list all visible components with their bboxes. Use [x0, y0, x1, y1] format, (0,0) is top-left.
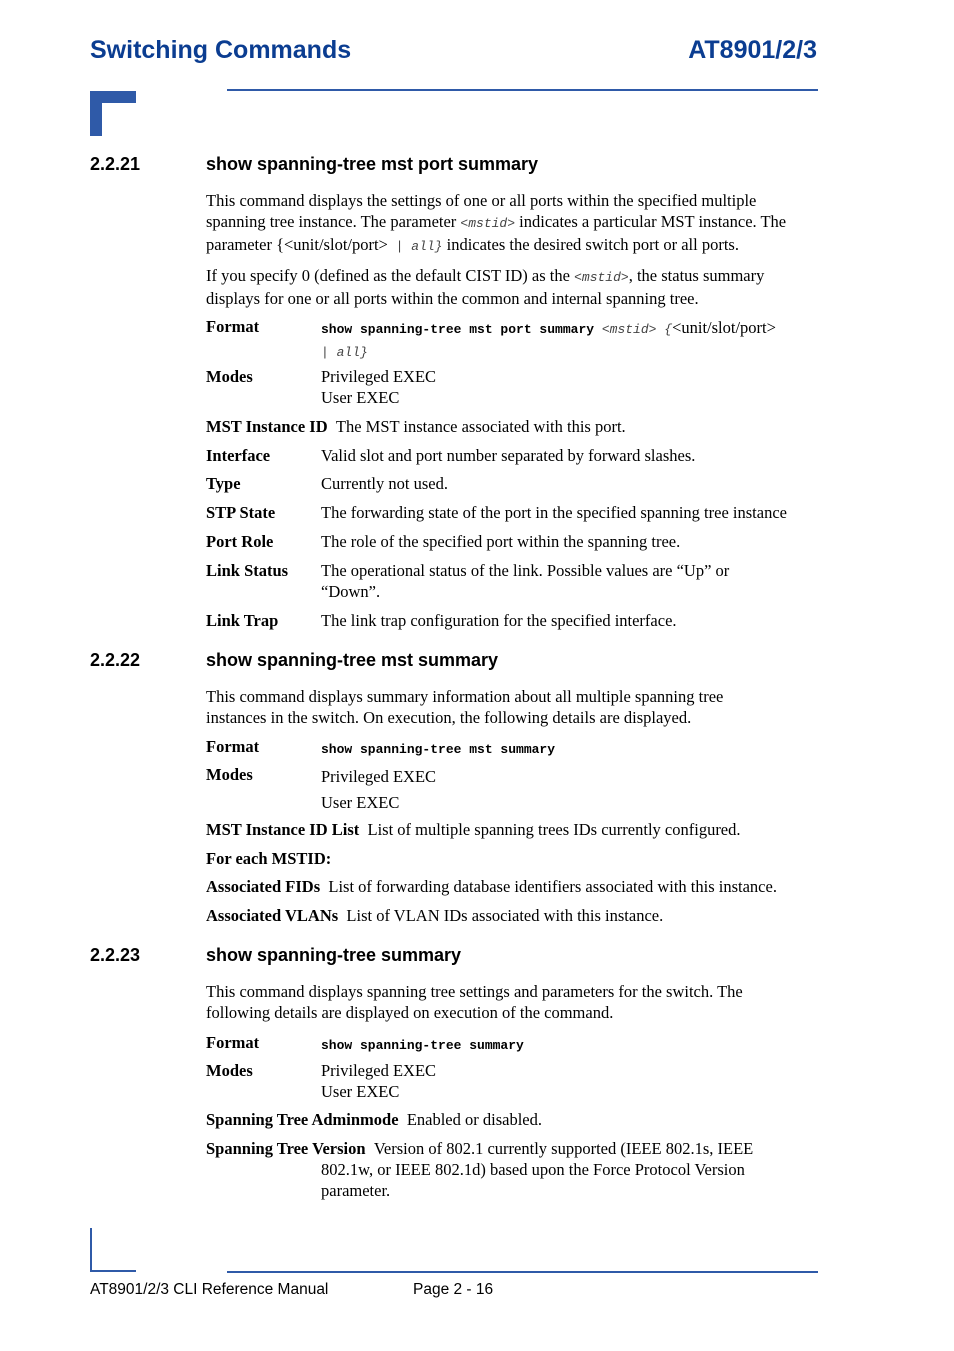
- field-label-stp-state: STP State: [206, 503, 276, 522]
- field-spanning-tree-version-continued: 802.1w, or IEEE 802.1d) based upon the Force Protocol Version parameter.: [321, 1160, 745, 1200]
- field-mst-instance-id-list: MST Instance ID List List of multiple spanning trees IDs currently configured.: [206, 820, 741, 839]
- header-chapter-title: Switching Commands: [90, 36, 352, 64]
- format-command: show spanning-tree summary: [321, 1038, 524, 1053]
- section-note-paragraph: If you specify 0 (defined as the default CIST ID) as the <mstid>, the status summary displays for one or all ports within the common and internal spanning tree.: [206, 266, 765, 308]
- modes-label: Modes: [206, 765, 253, 784]
- format-label: Format: [206, 737, 260, 756]
- format-label: Format: [206, 317, 260, 336]
- footer-page-number: Page 2 - 16: [413, 1281, 494, 1298]
- section-intro-paragraph: This command displays spanning tree settings and parameters for the switch. The following details are displayed on execution of the command.: [206, 982, 743, 1022]
- field-spanning-tree-version: Spanning Tree Version Version of 802.1 currently supported (IEEE 802.1s, IEEE: [206, 1139, 754, 1158]
- field-mst-instance-id: MST Instance ID The MST instance associated with this port.: [206, 417, 626, 436]
- header-product-name: AT8901/2/3: [688, 36, 817, 64]
- field-associated-vlans: Associated VLANs List of VLAN IDs associated with this instance.: [206, 906, 664, 925]
- field-text-port-role: The role of the specified port within the spanning tree.: [321, 532, 681, 551]
- field-text-link-status: The operational status of the link. Possible values are “Up” or “Down”.: [321, 561, 730, 601]
- field-label-link-trap: Link Trap: [206, 611, 279, 630]
- section-number: 2.2.22: [90, 650, 141, 670]
- field-associated-fids: Associated FIDs List of forwarding database identifiers associated with this instance.: [206, 877, 777, 896]
- corner-mark-bottom-horizontal: [90, 1270, 136, 1272]
- section-intro-paragraph: This command displays summary information about all multiple spanning tree instances in the switch. On execution, the following details are displayed.: [206, 687, 724, 727]
- modes-label: Modes: [206, 367, 253, 386]
- modes-value: Privileged EXEC User EXEC: [321, 767, 437, 812]
- field-label-type: Type: [206, 474, 241, 493]
- section-number: 2.2.23: [90, 945, 141, 965]
- section-intro-paragraph: This command displays the settings of one or all ports within the specified multiple spanning tree instance. The parameter <mstid> indicates a particular MST instance. The parameter {<unit/slot/port> | all} indicates the desired switch port or all ports.: [206, 191, 787, 254]
- field-spanning-tree-adminmode: Spanning Tree Adminmode Enabled or disabled.: [206, 1110, 542, 1129]
- section-title: show spanning-tree summary: [206, 945, 462, 965]
- modes-label: Modes: [206, 1061, 253, 1080]
- corner-mark-bottom: [90, 1228, 92, 1272]
- field-text-type: Currently not used.: [321, 474, 448, 493]
- field-text-link-trap: The link trap configuration for the specified interface.: [321, 611, 677, 630]
- footer-rule: [227, 1271, 818, 1273]
- field-text-interface: Valid slot and port number separated by forward slashes.: [321, 446, 696, 465]
- for-each-mstid-label: For each MSTID:: [206, 849, 332, 868]
- field-label-interface: Interface: [206, 446, 271, 465]
- format-command: show spanning-tree mst summary: [321, 742, 556, 757]
- field-text-stp-state: The forwarding state of the port in the specified spanning tree instance: [321, 503, 787, 522]
- section-title: show spanning-tree mst port summary: [206, 154, 539, 174]
- header-rule: [227, 89, 818, 91]
- modes-value: Privileged EXEC User EXEC: [321, 1061, 437, 1101]
- section-number: 2.2.21: [90, 154, 141, 174]
- field-label-link-status: Link Status: [206, 561, 289, 580]
- footer-manual-title: AT8901/2/3 CLI Reference Manual: [90, 1281, 329, 1298]
- modes-value: Privileged EXEC User EXEC: [321, 367, 437, 407]
- format-label: Format: [206, 1033, 260, 1052]
- format-command: show spanning-tree mst port summary <mstid> {<unit/slot/port> | all}: [321, 318, 776, 360]
- section-title: show spanning-tree mst summary: [206, 650, 499, 670]
- field-label-port-role: Port Role: [206, 532, 274, 551]
- corner-mark-top-horizontal: [90, 91, 136, 103]
